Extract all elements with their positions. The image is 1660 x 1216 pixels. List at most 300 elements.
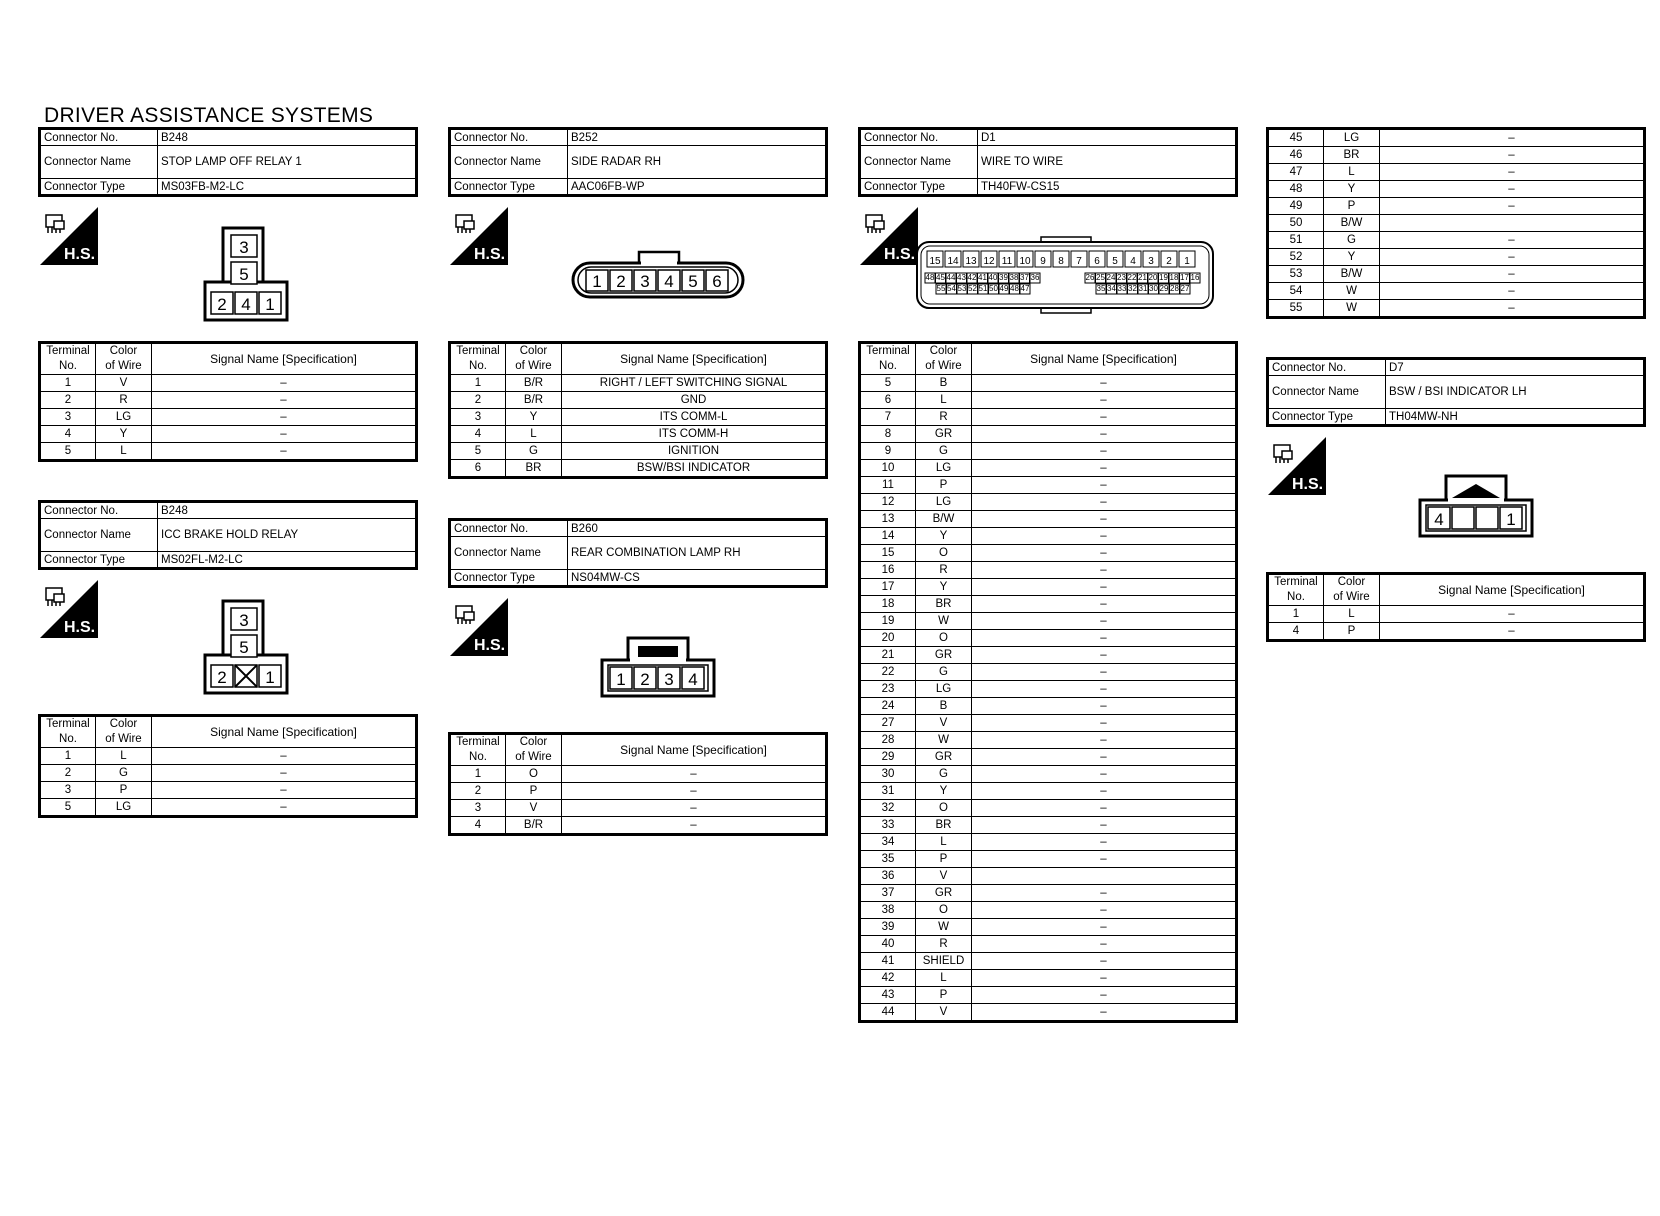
wire-color-cell: GR: [916, 885, 972, 902]
pin-label: 43: [957, 273, 966, 282]
hs-label: H.S.: [884, 246, 916, 263]
connector-no-value: B248: [158, 502, 417, 519]
signal-name-cell: –: [972, 681, 1237, 698]
terminal-no-cell: 1: [40, 375, 96, 392]
pin-label: 10: [1019, 256, 1031, 267]
table-row: [40, 799, 417, 817]
signal-name-cell: –: [152, 799, 417, 817]
table-row: [860, 868, 1237, 885]
terminal-no-cell: 41: [860, 953, 916, 970]
table-row: [860, 902, 1237, 919]
signal-name-cell: –: [1380, 283, 1645, 300]
pin-table: [858, 341, 1238, 1023]
terminal-no-cell: 35: [860, 851, 916, 868]
terminal-no-cell: 3: [450, 409, 506, 426]
wire-color-cell: LG: [96, 799, 152, 817]
pin-label: 29: [1159, 284, 1169, 293]
table-row: [40, 748, 417, 765]
signal-name-cell: ITS COMM-L: [562, 409, 827, 426]
connector-no-label: Connector No.: [40, 129, 158, 146]
wire-color-cell: O: [916, 545, 972, 562]
wire-color-cell: L: [96, 748, 152, 765]
signal-name-cell: –: [972, 409, 1237, 426]
signal-name-cell: –: [972, 800, 1237, 817]
terminal-no-cell: 54: [1268, 283, 1324, 300]
pin-table: [38, 714, 418, 818]
wire-color-cell: P: [916, 477, 972, 494]
wire-color-cell: GR: [916, 749, 972, 766]
terminal-no-cell: 51: [1268, 232, 1324, 249]
wire-color-cell: Y: [916, 579, 972, 596]
wire-color-cell: G: [916, 443, 972, 460]
terminal-no-cell: 12: [860, 494, 916, 511]
color-of-wire-header: Color of Wire: [506, 343, 562, 375]
pin-label: 52: [968, 284, 977, 293]
terminal-no-header: Terminal No.: [40, 716, 96, 748]
table-row: [860, 579, 1237, 596]
pin-label: 54: [947, 284, 956, 293]
signal-name-cell: –: [152, 426, 417, 443]
connector-name-value: BSW / BSI INDICATOR LH: [1386, 376, 1645, 409]
signal-name-cell: –: [972, 817, 1237, 834]
table-row: [860, 783, 1237, 800]
terminal-no-cell: 3: [450, 800, 506, 817]
terminal-no-cell: 24: [860, 698, 916, 715]
pin-label: 41: [978, 273, 987, 282]
terminal-no-header: Terminal No.: [1268, 574, 1324, 606]
pin-label: 2: [1166, 256, 1172, 267]
pin-label: 35: [1096, 284, 1106, 293]
signal-name-cell: –: [562, 800, 827, 817]
terminal-no-cell: 2: [450, 392, 506, 409]
terminal-no-cell: 43: [860, 987, 916, 1004]
terminal-no-cell: 49: [1268, 198, 1324, 215]
wire-color-cell: LG: [916, 681, 972, 698]
table-row: [40, 375, 417, 392]
wire-color-cell: LG: [916, 460, 972, 477]
pin-label: 5: [688, 272, 698, 291]
wire-color-cell: L: [916, 834, 972, 851]
wire-color-cell: P: [506, 783, 562, 800]
pin-label: 42: [967, 273, 977, 282]
signal-name-header: Signal Name [Specification]: [152, 343, 417, 375]
table-row: [860, 596, 1237, 613]
pin-label: 3: [664, 670, 674, 689]
connector-type-value: TH04MW-NH: [1386, 409, 1645, 426]
pin-label: 15: [929, 256, 941, 267]
table-row: [40, 426, 417, 443]
wire-color-cell: R: [916, 936, 972, 953]
wire-color-cell: L: [96, 443, 152, 461]
wire-color-cell: V: [916, 715, 972, 732]
signal-name-cell: –: [972, 902, 1237, 919]
signal-name-cell: –: [972, 579, 1237, 596]
terminal-no-cell: 5: [40, 799, 96, 817]
wire-color-cell: W: [916, 613, 972, 630]
table-row: [860, 698, 1237, 715]
signal-name-cell: –: [562, 783, 827, 800]
terminal-no-cell: 40: [860, 936, 916, 953]
wire-color-cell: G: [916, 664, 972, 681]
table-row: [860, 851, 1237, 868]
signal-name-cell: –: [1380, 300, 1645, 318]
table-row: [860, 766, 1237, 783]
terminal-no-cell: 22: [860, 664, 916, 681]
wire-color-cell: L: [916, 392, 972, 409]
signal-name-cell: –: [1380, 606, 1645, 623]
wire-color-cell: V: [916, 868, 972, 885]
terminal-no-header: Terminal No.: [450, 734, 506, 766]
terminal-no-cell: 2: [40, 765, 96, 782]
signal-name-header: Signal Name [Specification]: [562, 343, 827, 375]
signal-name-cell: –: [972, 545, 1237, 562]
table-row: [450, 392, 827, 409]
table-row: [860, 970, 1237, 987]
wire-color-cell: W: [916, 732, 972, 749]
connector-face-diagram: [915, 236, 1215, 316]
pin-label: 22: [1127, 273, 1137, 282]
pin-label: 33: [1117, 284, 1127, 293]
connector-name-value: WIRE TO WIRE: [978, 146, 1237, 179]
signal-name-header: Signal Name [Specification]: [1380, 574, 1645, 606]
signal-name-cell: –: [1380, 249, 1645, 266]
table-row: [860, 919, 1237, 936]
wire-color-cell: B/R: [506, 392, 562, 409]
signal-name-cell: –: [1380, 164, 1645, 181]
wire-color-cell: GR: [916, 647, 972, 664]
terminal-no-cell: 46: [1268, 147, 1324, 164]
signal-name-cell: –: [1380, 147, 1645, 164]
connector-name-value: REAR COMBINATION LAMP RH: [568, 537, 827, 570]
table-row: [860, 562, 1237, 579]
pin-label: 13: [965, 256, 977, 267]
wire-color-cell: R: [96, 392, 152, 409]
connector-no-label: Connector No.: [40, 502, 158, 519]
signal-name-cell: –: [972, 698, 1237, 715]
signal-name-cell: –: [972, 987, 1237, 1004]
terminal-no-cell: 5: [40, 443, 96, 461]
connector-name-label: Connector Name: [450, 146, 568, 179]
hs-label: H.S.: [64, 246, 96, 263]
pin-label: 36: [1030, 273, 1040, 282]
table-row: [860, 800, 1237, 817]
table-row: [450, 426, 827, 443]
pin-label: 47: [1020, 284, 1030, 293]
wire-color-cell: V: [506, 800, 562, 817]
table-row: [1268, 129, 1645, 147]
pin-table: [448, 732, 828, 836]
table-row: [860, 426, 1237, 443]
pin-label: 48: [925, 273, 935, 282]
terminal-no-cell: 1: [40, 748, 96, 765]
pin-label: 1: [592, 272, 602, 291]
terminal-no-cell: 10: [860, 460, 916, 477]
table-row: [860, 715, 1237, 732]
signal-name-cell: –: [972, 460, 1237, 477]
terminal-no-header: Terminal No.: [450, 343, 506, 375]
table-row: [450, 766, 827, 783]
signal-name-cell: –: [972, 494, 1237, 511]
wire-color-cell: G: [916, 766, 972, 783]
table-row: [860, 647, 1237, 664]
connector-no-value: B252: [568, 129, 827, 146]
signal-name-cell: [1380, 215, 1645, 232]
signal-name-cell: –: [972, 426, 1237, 443]
wire-color-cell: SHIELD: [916, 953, 972, 970]
signal-name-cell: –: [972, 970, 1237, 987]
wire-color-cell: B/R: [506, 375, 562, 392]
pin-label: 6: [712, 272, 722, 291]
signal-name-cell: –: [972, 766, 1237, 783]
table-row: [450, 375, 827, 392]
terminal-no-cell: 3: [40, 409, 96, 426]
terminal-no-cell: 1: [1268, 606, 1324, 623]
pin-label: 44: [946, 273, 956, 282]
table-row: [860, 613, 1237, 630]
wire-color-cell: LG: [1324, 129, 1380, 147]
signal-name-cell: –: [972, 613, 1237, 630]
table-row: [860, 477, 1237, 494]
table-row: [1268, 623, 1645, 641]
wire-color-cell: R: [916, 409, 972, 426]
table-row: [1268, 300, 1645, 318]
signal-name-header: Signal Name [Specification]: [562, 734, 827, 766]
wire-color-cell: Y: [96, 426, 152, 443]
wire-color-cell: B: [916, 375, 972, 392]
wire-color-cell: Y: [916, 783, 972, 800]
table-row: [860, 494, 1237, 511]
signal-name-cell: –: [972, 630, 1237, 647]
wire-color-cell: R: [916, 562, 972, 579]
signal-name-cell: –: [972, 647, 1237, 664]
wire-color-cell: W: [916, 919, 972, 936]
wire-color-cell: L: [1324, 164, 1380, 181]
pin-label: 5: [239, 638, 249, 657]
pin-label: 19: [1159, 273, 1168, 282]
signal-name-cell: –: [972, 715, 1237, 732]
terminal-no-cell: 11: [860, 477, 916, 494]
terminal-no-header: Terminal No.: [860, 343, 916, 375]
terminal-no-cell: 1: [450, 766, 506, 783]
wire-color-cell: P: [1324, 198, 1380, 215]
signal-name-cell: –: [972, 732, 1237, 749]
connector-face-diagram: [203, 599, 293, 699]
terminal-no-cell: 4: [40, 426, 96, 443]
terminal-no-cell: 50: [1268, 215, 1324, 232]
pin-label: 21: [1138, 273, 1147, 282]
signal-name-cell: –: [1380, 232, 1645, 249]
terminal-no-cell: 52: [1268, 249, 1324, 266]
wire-color-cell: B: [916, 698, 972, 715]
connector-no-value: D7: [1386, 359, 1645, 376]
table-row: [1268, 147, 1645, 164]
pin-label: 48: [1010, 284, 1019, 293]
terminal-no-cell: 20: [860, 630, 916, 647]
pin-label: 38: [1009, 273, 1019, 282]
table-row: [860, 409, 1237, 426]
signal-name-cell: –: [972, 783, 1237, 800]
harness-side-icon: [860, 207, 918, 265]
harness-side-icon: [40, 207, 98, 265]
wire-color-cell: BR: [506, 460, 562, 478]
signal-name-cell: –: [1380, 198, 1645, 215]
terminal-no-cell: 31: [860, 783, 916, 800]
signal-name-cell: –: [972, 375, 1237, 392]
table-row: [1268, 266, 1645, 283]
terminal-no-cell: 8: [860, 426, 916, 443]
connector-face-diagram: [203, 226, 293, 326]
pin-label: 24: [1106, 273, 1116, 282]
table-row: [860, 953, 1237, 970]
table-row: [1268, 249, 1645, 266]
wire-color-cell: O: [916, 800, 972, 817]
signal-name-cell: –: [972, 562, 1237, 579]
harness-side-icon: [40, 580, 98, 638]
signal-name-cell: –: [1380, 129, 1645, 147]
terminal-no-cell: 34: [860, 834, 916, 851]
pin-label: 3: [1148, 256, 1154, 267]
terminal-no-cell: 2: [450, 783, 506, 800]
table-row: [40, 782, 417, 799]
hs-label: H.S.: [64, 619, 96, 636]
signal-name-cell: –: [152, 443, 417, 461]
pin-label: 1: [265, 668, 275, 687]
terminal-no-cell: 4: [1268, 623, 1324, 641]
pin-label: 4: [1434, 510, 1444, 529]
color-of-wire-header: Color of Wire: [1324, 574, 1380, 606]
wire-color-cell: V: [916, 1004, 972, 1022]
pin-label: 1: [1506, 510, 1516, 529]
table-row: [40, 409, 417, 426]
wire-color-cell: B/W: [1324, 266, 1380, 283]
terminal-no-cell: 53: [1268, 266, 1324, 283]
terminal-no-cell: 39: [860, 919, 916, 936]
pin-label: 28: [1170, 284, 1179, 293]
wire-color-cell: BR: [1324, 147, 1380, 164]
pin-label: 3: [239, 238, 249, 257]
page-title: DRIVER ASSISTANCE SYSTEMS: [44, 104, 374, 127]
signal-name-cell: –: [562, 817, 827, 835]
table-row: [40, 392, 417, 409]
pin-label: 37: [1020, 273, 1029, 282]
wire-color-cell: Y: [916, 528, 972, 545]
wire-color-cell: B/W: [916, 511, 972, 528]
signal-name-cell: IGNITION: [562, 443, 827, 460]
connector-type-value: TH40FW-CS15: [978, 179, 1237, 196]
color-of-wire-header: Color of Wire: [96, 343, 152, 375]
pin-label: 2: [616, 272, 626, 291]
pin-label: 18: [1169, 273, 1179, 282]
terminal-no-cell: 14: [860, 528, 916, 545]
wire-color-cell: L: [506, 426, 562, 443]
wire-color-cell: B/W: [1324, 215, 1380, 232]
wire-color-cell: GR: [916, 426, 972, 443]
color-of-wire-header: Color of Wire: [916, 343, 972, 375]
wire-color-cell: L: [1324, 606, 1380, 623]
signal-name-cell: BSW/BSI INDICATOR: [562, 460, 827, 478]
signal-name-cell: –: [972, 834, 1237, 851]
wire-color-cell: G: [506, 443, 562, 460]
signal-name-cell: –: [972, 936, 1237, 953]
terminal-no-cell: 13: [860, 511, 916, 528]
pin-label: 26: [1085, 273, 1095, 282]
terminal-no-cell: 38: [860, 902, 916, 919]
pin-label: 55: [936, 284, 946, 293]
wire-color-cell: V: [96, 375, 152, 392]
terminal-no-cell: 3: [40, 782, 96, 799]
table-row: [860, 987, 1237, 1004]
signal-name-cell: [972, 868, 1237, 885]
table-row: [860, 528, 1237, 545]
terminal-no-cell: 4: [450, 817, 506, 835]
wire-color-cell: P: [1324, 623, 1380, 641]
signal-name-cell: –: [972, 528, 1237, 545]
pin-label: 53: [957, 284, 967, 293]
signal-name-cell: –: [972, 392, 1237, 409]
terminal-no-cell: 1: [450, 375, 506, 392]
table-row: [1268, 283, 1645, 300]
terminal-no-cell: 15: [860, 545, 916, 562]
pin-label: 2: [640, 670, 650, 689]
terminal-no-cell: 44: [860, 1004, 916, 1022]
table-row: [860, 664, 1237, 681]
signal-name-cell: –: [152, 748, 417, 765]
pin-label: 5: [239, 265, 249, 284]
connector-name-label: Connector Name: [40, 146, 158, 179]
terminal-no-cell: 6: [450, 460, 506, 478]
pin-label: 34: [1107, 284, 1116, 293]
harness-side-icon: [450, 598, 508, 656]
signal-name-cell: –: [152, 392, 417, 409]
terminal-no-cell: 42: [860, 970, 916, 987]
table-row: [860, 1004, 1237, 1022]
table-row: [1268, 198, 1645, 215]
connector-type-value: MS02FL-M2-LC: [158, 552, 417, 569]
terminal-no-cell: 55: [1268, 300, 1324, 318]
pin-label: 16: [1190, 273, 1200, 282]
pin-label: 11: [1001, 256, 1013, 267]
connector-type-label: Connector Type: [450, 179, 568, 196]
pin-label: 4: [1130, 256, 1136, 267]
pin-label: 8: [1058, 256, 1064, 267]
pin-label: 17: [1180, 273, 1189, 282]
wire-color-cell: BR: [916, 596, 972, 613]
table-row: [860, 443, 1237, 460]
terminal-no-header: Terminal No.: [40, 343, 96, 375]
signal-name-cell: –: [1380, 623, 1645, 641]
table-row: [860, 375, 1237, 392]
connector-no-value: B260: [568, 520, 827, 537]
terminal-no-cell: 4: [450, 426, 506, 443]
terminal-no-cell: 7: [860, 409, 916, 426]
pin-label: 4: [688, 670, 698, 689]
hs-label: H.S.: [474, 246, 506, 263]
wire-color-cell: O: [916, 902, 972, 919]
pin-label: 14: [947, 256, 959, 267]
signal-name-cell: –: [972, 443, 1237, 460]
terminal-no-cell: 32: [860, 800, 916, 817]
table-row: [860, 834, 1237, 851]
terminal-no-cell: 29: [860, 749, 916, 766]
table-row: [450, 460, 827, 478]
pin-label: 31: [1138, 284, 1148, 293]
connector-type-label: Connector Type: [40, 552, 158, 569]
pin-label: 1: [265, 295, 275, 314]
connector-type-value: NS04MW-CS: [568, 570, 827, 587]
wire-color-cell: W: [1324, 300, 1380, 318]
wire-color-cell: P: [96, 782, 152, 799]
wire-color-cell: W: [1324, 283, 1380, 300]
